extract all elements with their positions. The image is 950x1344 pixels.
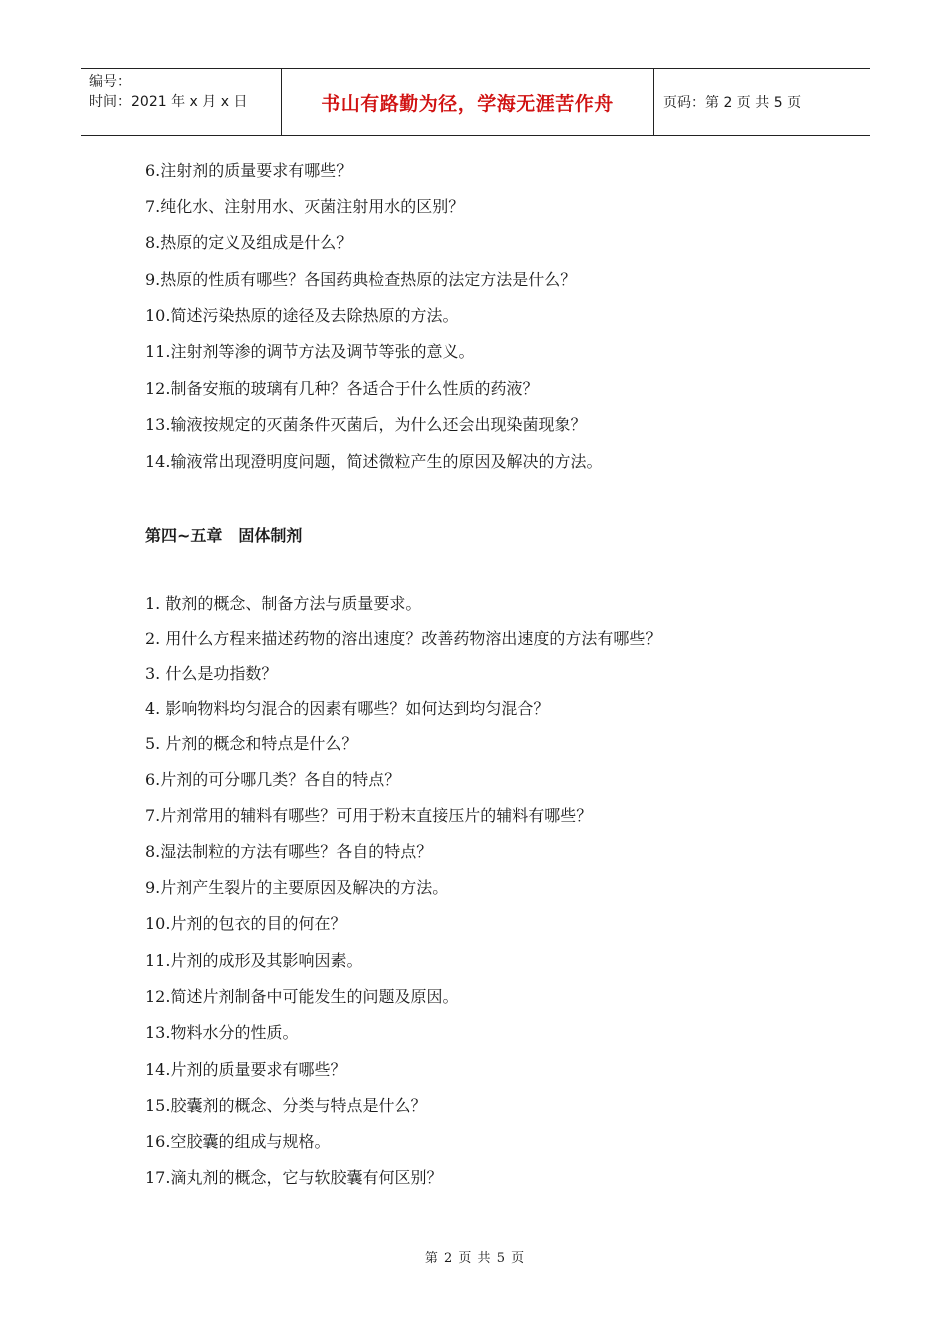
- question-item: 8.湿法制粒的方法有哪些？各自的特点？: [145, 842, 433, 861]
- question-item: 15.胶囊剂的概念、分类与特点是什么？: [145, 1096, 427, 1115]
- header-meta-cell: [81, 69, 282, 135]
- question-item: 3. 什么是功指数？: [145, 664, 278, 683]
- question-item: 7.片剂常用的辅料有哪些？可用于粉末直接压片的辅料有哪些？: [145, 806, 593, 825]
- question-item: 2. 用什么方程来描述药物的溶出速度？改善药物溶出速度的方法有哪些？: [145, 629, 662, 648]
- question-item: 5. 片剂的概念和特点是什么？: [145, 734, 358, 753]
- question-item: 13.输液按规定的灭菌条件灭菌后，为什么还会出现染菌现象？: [145, 415, 587, 434]
- question-item: 9.片剂产生裂片的主要原因及解决的方法。: [145, 878, 449, 897]
- question-item: 9.热原的性质有哪些？各国药典检查热原的法定方法是什么？: [145, 270, 577, 289]
- header-page-info: 页码：第 2 页 共 5 页: [663, 95, 802, 111]
- question-item: 14.输液常出现澄明度问题，简述微粒产生的原因及解决的方法。: [145, 452, 603, 471]
- question-item: 11.注射剂等渗的调节方法及调节等张的意义。: [145, 342, 475, 361]
- question-item: 8.热原的定义及组成是什么？: [145, 233, 353, 252]
- document-number-label: 编号：: [89, 74, 131, 90]
- question-item: 16.空胶囊的组成与规格。: [145, 1132, 331, 1151]
- question-item: 6.片剂的可分哪几类？各自的特点？: [145, 770, 401, 789]
- question-item: 4. 影响物料均匀混合的因素有哪些？如何达到均匀混合？: [145, 699, 550, 718]
- section-heading: 第四~五章 固体制剂: [145, 526, 303, 545]
- page-footer: 第 2 页 共 5 页: [424, 1251, 526, 1266]
- question-item: 14.片剂的质量要求有哪些？: [145, 1060, 347, 1079]
- page-header: [81, 68, 870, 136]
- question-item: 12.制备安瓶的玻璃有几种？各适合于什么性质的药液？: [145, 379, 539, 398]
- question-item: 10.片剂的包衣的目的何在？: [145, 914, 347, 933]
- question-item: 12.简述片剂制备中可能发生的问题及原因。: [145, 987, 459, 1006]
- header-motto: 书山有路勤为径，学海无涯苦作舟: [282, 69, 654, 135]
- question-item: 7.纯化水、注射用水、灭菌注射用水的区别？: [145, 197, 465, 216]
- question-item: 11.片剂的成形及其影响因素。: [145, 951, 363, 970]
- question-item: 1. 散剂的概念、制备方法与质量要求。: [145, 594, 422, 613]
- document-time-label: 时间：2021 年 x 月 x 日: [89, 94, 248, 110]
- question-item: 17.滴丸剂的概念，它与软胶囊有何区别？: [145, 1168, 443, 1187]
- question-item: 6.注射剂的质量要求有哪些？: [145, 161, 353, 180]
- question-item: 13.物料水分的性质。: [145, 1023, 299, 1042]
- question-item: 10.简述污染热原的途径及去除热原的方法。: [145, 306, 459, 325]
